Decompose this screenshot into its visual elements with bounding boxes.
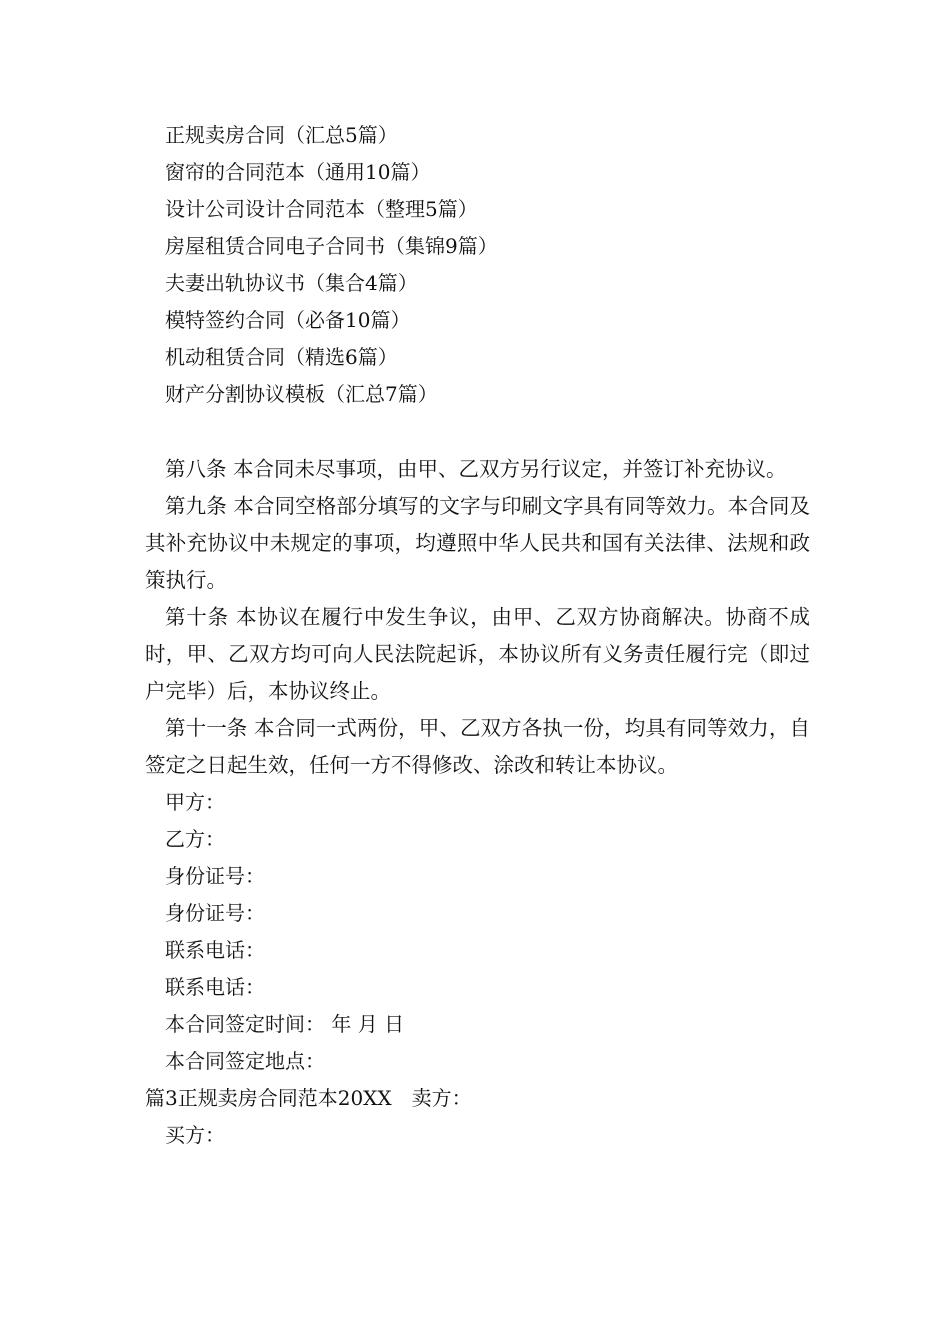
party-b-label: 乙方： (165, 827, 225, 851)
related-document-link[interactable]: 夫妻出轨协议书（集合4篇） (165, 271, 418, 295)
phone-a-label: 联系电话： (165, 938, 265, 962)
related-document-link[interactable]: 正规卖房合同（汇总5篇） (165, 123, 398, 147)
related-document-link[interactable]: 窗帘的合同范本（通用10篇） (165, 160, 431, 184)
sign-place-label: 本合同签定地点： (165, 1049, 325, 1073)
related-document-link[interactable]: 设计公司设计合同范本（整理5篇） (165, 197, 478, 221)
id-number-b-label: 身份证号： (165, 901, 265, 925)
contract-body (145, 451, 810, 1154)
related-document-link[interactable]: 机动租赁合同（精选6篇） (165, 345, 398, 369)
related-document-link[interactable]: 财产分割协议模板（汇总7篇） (165, 382, 438, 406)
sign-time-label: 本合同签定时间： 年 月 日 (165, 1012, 405, 1036)
seller-label: 卖方： (411, 1086, 472, 1110)
article-8: 第八条 本合同未尽事项，由甲、乙双方另行议定，并签订补充协议。 (165, 457, 787, 481)
article-11: 第十一条 本合同一式两份，甲、乙双方各执一份，均具有同等效力，自签定之日起生效，任何一方不得修改、涂改和转让本协议。 (145, 716, 810, 777)
next-section-heading-line (145, 1080, 810, 1117)
related-documents-list (145, 117, 825, 413)
next-section-title: 篇3正规卖房合同范本20XX (145, 1086, 392, 1110)
party-a-label: 甲方： (165, 790, 225, 814)
article-9: 第九条 本合同空格部分填写的文字与印刷文字具有同等效力。本合同及其补充协议中未规定的事项，均遵照中华人民共和国有关法律、法规和政策执行。 (145, 494, 810, 592)
article-10: 第十条 本协议在履行中发生争议，由甲、乙双方协商解决。协商不成时，甲、乙双方均可向人民法院起诉，本协议所有义务责任履行完（即过户完毕）后，本协议终止。 (145, 605, 810, 703)
phone-b-label: 联系电话： (165, 975, 265, 999)
related-document-link[interactable]: 房屋租赁合同电子合同书（集锦9篇） (165, 234, 498, 258)
related-document-link[interactable]: 模特签约合同（必备10篇） (165, 308, 411, 332)
id-number-a-label: 身份证号： (165, 864, 265, 888)
buyer-label: 买方： (165, 1123, 225, 1147)
